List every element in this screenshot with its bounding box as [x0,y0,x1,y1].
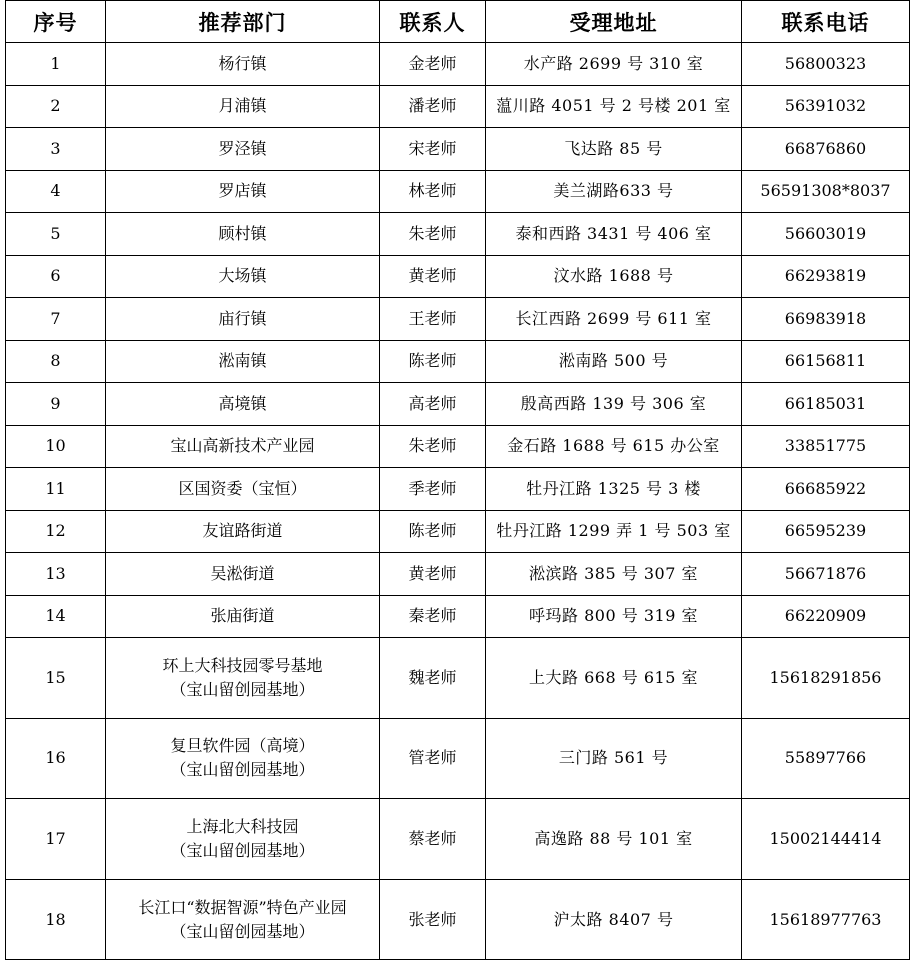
table-row [6,340,910,383]
department-line: 月浦镇 [218,96,267,116]
address-cell: 高逸路 88 号 101 室 [486,799,742,880]
phone-cell: 66685922 [742,468,910,511]
department-cell [106,128,380,171]
row-number: 4 [6,170,106,213]
row-number: 18 [6,879,106,960]
row-number: 3 [6,128,106,171]
row-number: 10 [6,425,106,468]
contact-person: 管老师 [380,718,486,799]
address-cell: 美兰湖路633 号 [486,170,742,213]
department-line: 罗泾镇 [218,138,267,158]
table-row [6,799,910,880]
table-row [6,255,910,298]
row-number: 17 [6,799,106,880]
row-number: 8 [6,340,106,383]
department-line: （宝山留创园基地） [170,760,315,780]
row-number: 2 [6,85,106,128]
contact-person: 陈老师 [380,510,486,553]
table-body [6,43,910,960]
phone-cell: 66876860 [742,128,910,171]
address-cell: 蕰川路 4051 号 2 号楼 201 室 [486,85,742,128]
contact-person: 黄老师 [380,553,486,596]
department-line: 宝山高新技术产业园 [170,436,315,456]
department-cell [106,85,380,128]
row-number: 12 [6,510,106,553]
contact-person: 黄老师 [380,255,486,298]
department-cell [106,553,380,596]
contact-person: 朱老师 [380,213,486,256]
phone-cell: 15618291856 [742,638,910,719]
table-row [6,595,910,638]
table-row [6,383,910,426]
department-cell [106,383,380,426]
department-line: 大场镇 [218,266,267,286]
address-cell: 长江西路 2699 号 611 室 [486,298,742,341]
address-cell: 淞滨路 385 号 307 室 [486,553,742,596]
phone-cell: 56591308*8037 [742,170,910,213]
address-cell: 三门路 561 号 [486,718,742,799]
phone-cell: 55897766 [742,718,910,799]
table-row [6,553,910,596]
header-dept: 推荐部门 [106,1,380,43]
department-cell [106,468,380,511]
table-row [6,468,910,511]
phone-cell: 66220909 [742,595,910,638]
table-row [6,718,910,799]
contact-person: 魏老师 [380,638,486,719]
department-line: 友谊路街道 [202,521,283,541]
row-number: 11 [6,468,106,511]
department-cell [106,879,380,960]
row-number: 14 [6,595,106,638]
department-line: （宝山留创园基地） [170,840,315,860]
address-cell: 沪太路 8407 号 [486,879,742,960]
row-number: 6 [6,255,106,298]
phone-cell: 56391032 [742,85,910,128]
table-row [6,510,910,553]
contact-person: 季老师 [380,468,486,511]
row-number: 5 [6,213,106,256]
address-cell: 牡丹江路 1325 号 3 楼 [486,468,742,511]
department-line: 杨行镇 [218,53,267,73]
department-cell [106,718,380,799]
contact-person: 潘老师 [380,85,486,128]
table-row [6,298,910,341]
department-line: 上海北大科技园 [186,816,299,836]
row-number: 9 [6,383,106,426]
department-cell [106,298,380,341]
address-cell: 泰和西路 3431 号 406 室 [486,213,742,256]
department-line: 顾村镇 [218,223,267,243]
phone-cell: 66293819 [742,255,910,298]
address-cell: 汶水路 1688 号 [486,255,742,298]
department-line: 罗店镇 [218,181,267,201]
header-address: 受理地址 [486,1,742,43]
address-cell: 殷高西路 139 号 306 室 [486,383,742,426]
address-cell: 水产路 2699 号 310 室 [486,43,742,86]
contact-person: 林老师 [380,170,486,213]
header-contact: 联系人 [380,1,486,43]
department-cell [106,425,380,468]
table-row [6,85,910,128]
department-cell [106,255,380,298]
phone-cell: 56671876 [742,553,910,596]
address-cell: 牡丹江路 1299 弄 1 号 503 室 [486,510,742,553]
phone-cell: 33851775 [742,425,910,468]
address-cell: 金石路 1688 号 615 办公室 [486,425,742,468]
table-row [6,213,910,256]
department-line: 环上大科技园零号基地 [162,655,323,675]
row-number: 15 [6,638,106,719]
row-number: 13 [6,553,106,596]
department-cell [106,340,380,383]
address-cell: 呼玛路 800 号 319 室 [486,595,742,638]
phone-cell: 66595239 [742,510,910,553]
phone-cell: 15618977763 [742,879,910,960]
department-cell [106,170,380,213]
phone-cell: 56800323 [742,43,910,86]
contact-person: 张老师 [380,879,486,960]
department-line: 张庙街道 [210,606,275,626]
header-no: 序号 [6,1,106,43]
address-cell: 上大路 668 号 615 室 [486,638,742,719]
department-line: （宝山留创园基地） [170,679,315,699]
row-number: 1 [6,43,106,86]
department-cell [106,638,380,719]
contact-person: 宋老师 [380,128,486,171]
table-row [6,425,910,468]
department-line: 吴淞街道 [210,563,275,583]
contact-person: 蔡老师 [380,799,486,880]
contact-table [5,0,910,960]
phone-cell: 56603019 [742,213,910,256]
department-cell [106,43,380,86]
contact-person: 金老师 [380,43,486,86]
contact-person: 高老师 [380,383,486,426]
table-row [6,170,910,213]
table-row [6,638,910,719]
contact-person: 朱老师 [380,425,486,468]
contact-person: 陈老师 [380,340,486,383]
department-cell [106,799,380,880]
row-number: 7 [6,298,106,341]
header-row [6,1,910,43]
department-line: 庙行镇 [218,308,267,328]
address-cell: 飞达路 85 号 [486,128,742,171]
phone-cell: 66983918 [742,298,910,341]
table-row [6,43,910,86]
phone-cell: 66156811 [742,340,910,383]
table-row [6,128,910,171]
phone-cell: 15002144414 [742,799,910,880]
department-line: （宝山留创园基地） [170,921,315,941]
department-line: 淞南镇 [218,351,267,371]
department-line: 长江口“数据智源”特色产业园 [138,897,347,917]
department-line: 区国资委（宝恒） [178,478,307,498]
table-row [6,879,910,960]
phone-cell: 66185031 [742,383,910,426]
department-cell [106,510,380,553]
header-phone: 联系电话 [742,1,910,43]
row-number: 16 [6,718,106,799]
department-cell [106,213,380,256]
contact-person: 秦老师 [380,595,486,638]
department-line: 高境镇 [218,393,267,413]
department-cell [106,595,380,638]
address-cell: 淞南路 500 号 [486,340,742,383]
contact-person: 王老师 [380,298,486,341]
department-line: 复旦软件园（高境） [170,736,315,756]
